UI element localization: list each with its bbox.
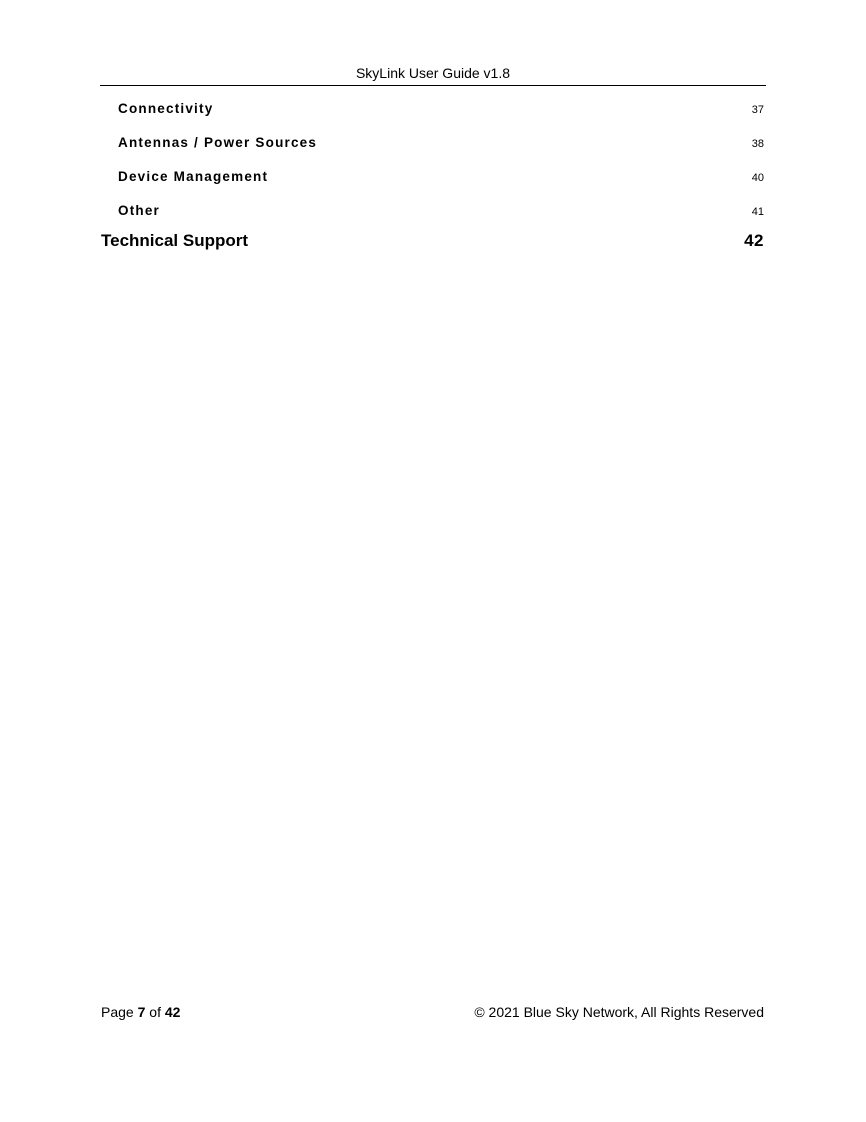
- header-divider: [100, 85, 766, 86]
- toc-entry-technical-support[interactable]: [101, 230, 764, 252]
- toc-entry-title: Technical Support: [101, 231, 249, 250]
- toc-dot-leader: [162, 208, 750, 215]
- toc-entry-page: 41: [751, 206, 764, 218]
- toc-entry-antennas-power-sources[interactable]: [118, 134, 764, 153]
- footer-page-number: [101, 1003, 180, 1021]
- footer-page-separator: of: [149, 1004, 161, 1020]
- toc-entry-title: Connectivity: [118, 101, 214, 116]
- toc-entry-page: 42: [744, 231, 764, 250]
- toc-entry-device-management[interactable]: [118, 168, 764, 187]
- toc-dot-leader: [215, 106, 749, 113]
- toc-dot-leader: [319, 140, 750, 147]
- toc-dot-leader: [250, 233, 742, 246]
- footer-copyright: © 2021 Blue Sky Network, All Rights Reserved: [474, 1004, 764, 1020]
- toc-entry-page: 40: [751, 172, 764, 184]
- toc-entry-title: Antennas / Power Sources: [118, 135, 318, 150]
- toc-entry-page: 37: [751, 104, 764, 116]
- toc-entry-title: Device Management: [118, 169, 269, 184]
- toc-entry-other[interactable]: [118, 202, 764, 221]
- header-title: SkyLink User Guide v1.8: [355, 65, 511, 81]
- toc-entry-title: Other: [118, 203, 161, 218]
- footer-page-prefix: Page: [101, 1004, 134, 1020]
- toc-entry-page: 38: [751, 138, 764, 150]
- toc-entry-connectivity[interactable]: [118, 100, 764, 119]
- footer-current-page: 7: [137, 1004, 146, 1020]
- footer-total-pages: 42: [164, 1004, 181, 1020]
- toc-dot-leader: [270, 174, 750, 181]
